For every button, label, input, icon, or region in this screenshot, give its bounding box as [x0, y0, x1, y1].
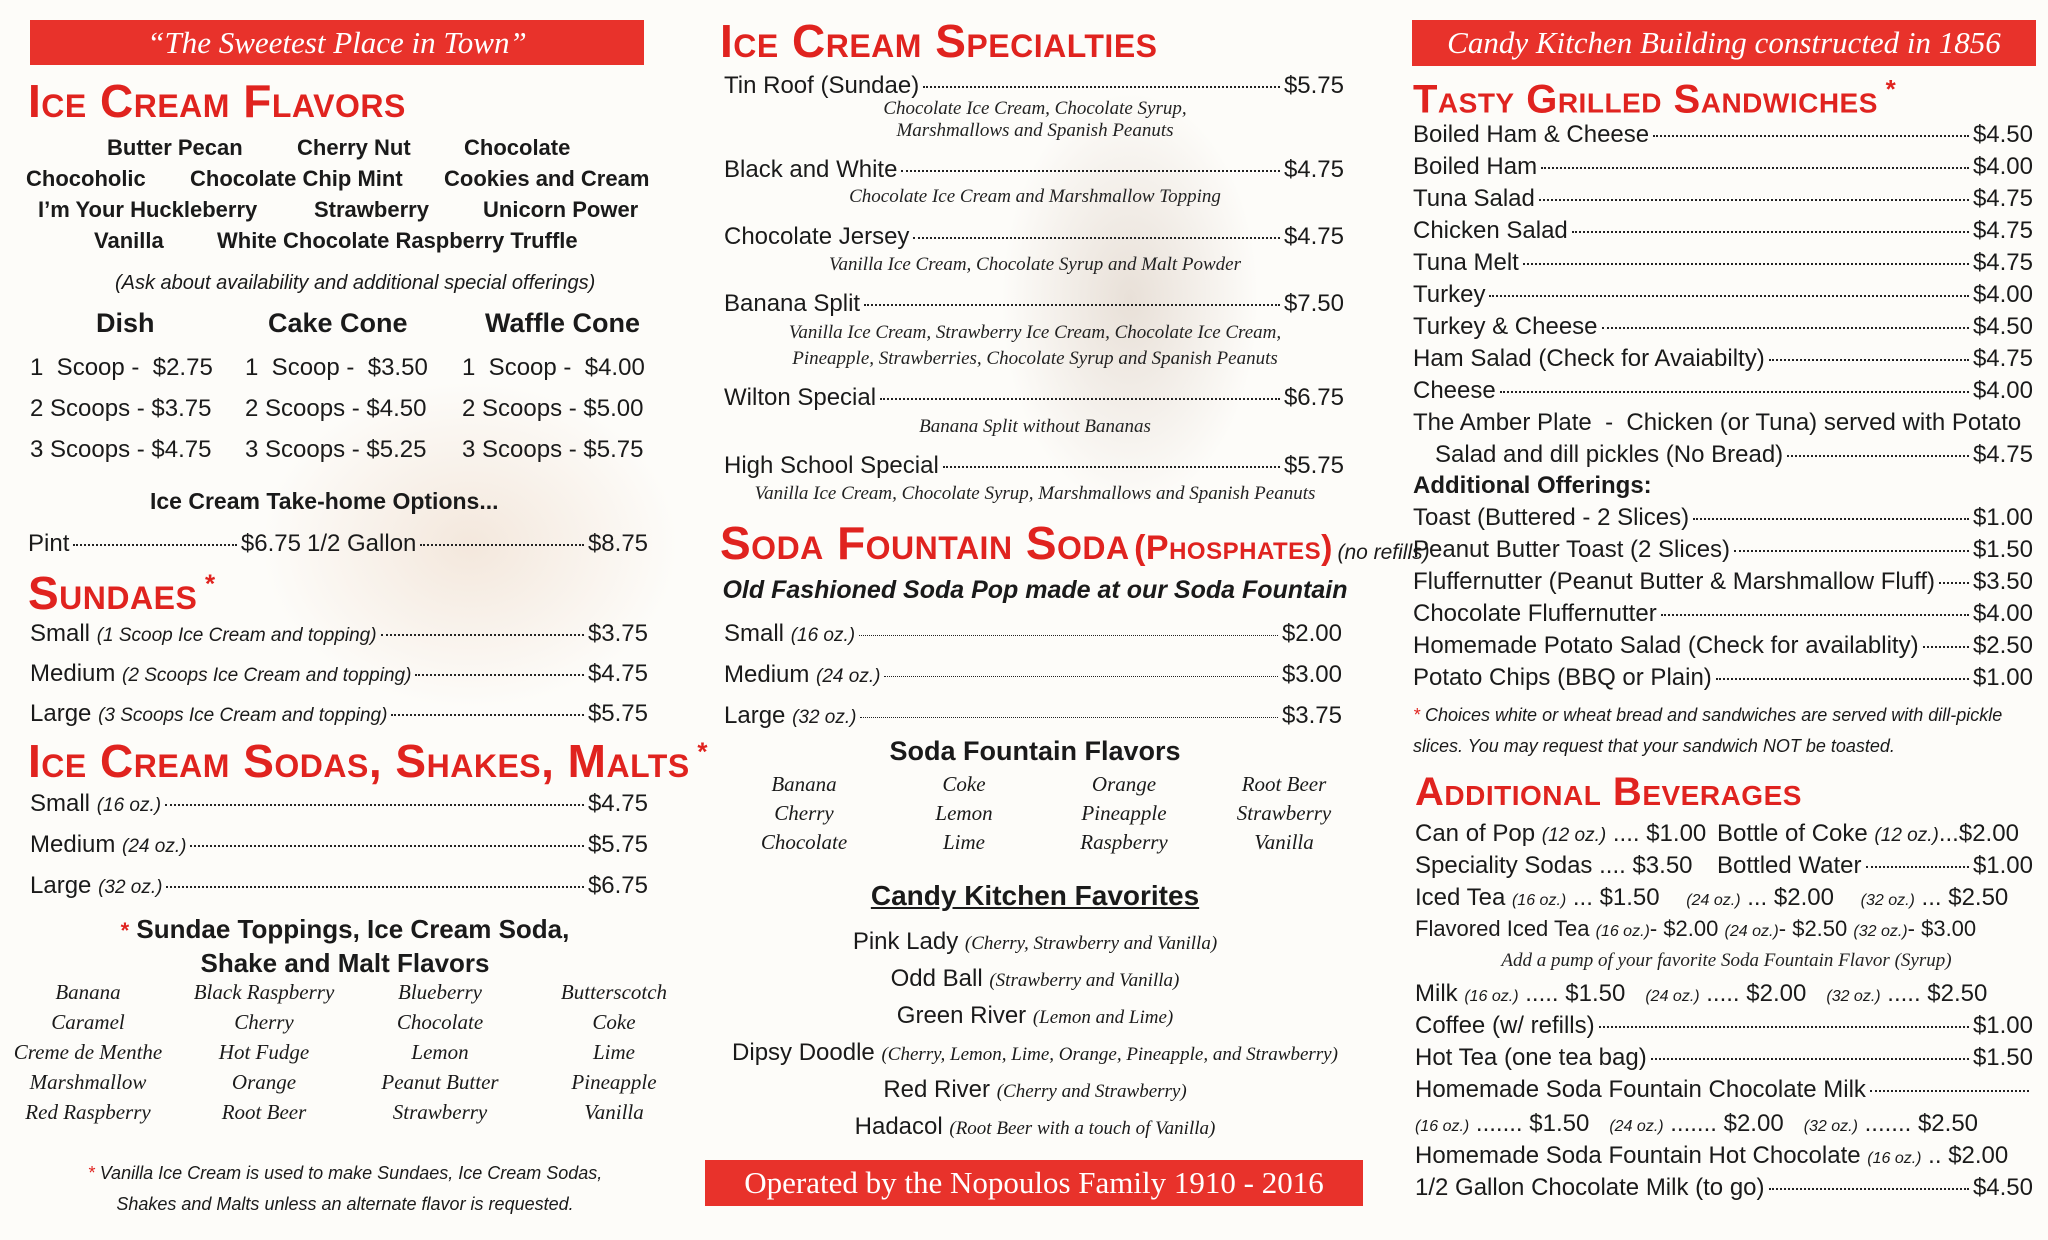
soda-subtitle: Old Fashioned Soda Pop made at our Soda Fountain	[722, 576, 1348, 604]
dot-leader	[420, 544, 584, 546]
sandwich-row: Tuna Salad $4.75	[1413, 185, 2033, 212]
sandwich-row: Turkey $4.00	[1413, 281, 2033, 308]
vanilla-footnote: * Vanilla Ice Cream is used to make Sundaes, Ice Cream Sodas, Shakes and Malts unless an alternate flavor is requested.	[87, 1163, 603, 1214]
flavor-item: Cherry Nut	[297, 135, 411, 160]
soda-name: Large	[724, 702, 786, 729]
toppings-title-line: Sundae Toppings, Ice Cream Soda,	[136, 914, 570, 944]
specialty-row	[724, 72, 1344, 100]
cone-price: 1 Scoop - $3.50	[245, 354, 428, 381]
flavor-item: Unicorn Power	[483, 197, 639, 222]
specialty-price: $7.50	[1283, 290, 1344, 317]
building-banner: Candy Kitchen Building constructed in 1856	[1412, 20, 2036, 66]
shake-name: Large	[30, 872, 92, 899]
pump-note: Add a pump of your favorite Soda Fountain Flavor (Syrup)	[1501, 950, 1952, 971]
takehome-row	[28, 530, 648, 558]
offering-row: Peanut Butter Toast (2 Slices) $1.50	[1413, 536, 2033, 563]
soda-fountain-title: Soda Fountain Soda	[720, 517, 1130, 569]
favorite-desc: (Root Beer with a touch of Vanilla)	[949, 1118, 1216, 1139]
topping-item: Cherry	[234, 1010, 294, 1034]
topping-item: Coke	[592, 1010, 636, 1034]
sandwich-footnote: * Choices white or wheat bread and sandwiches are served with dill-pickle slices. You may request that your sandwich NOT be toasted.	[1413, 705, 2003, 756]
favorite-desc: (Lemon and Lime)	[1032, 1007, 1174, 1028]
offering-row: Potato Chips (BBQ or Plain) $1.00	[1413, 664, 2033, 691]
fountain-flavor: Cherry	[774, 801, 834, 825]
specialty-description	[700, 483, 1370, 505]
dot-leader	[923, 86, 1280, 88]
coffee-row: Coffee (w/ refills) $1.00	[1415, 1012, 2033, 1039]
sandwich-row: Ham Salad (Check for Avaiabilty) $4.75	[1413, 345, 2033, 372]
toppings-title: * Sundae Toppings, Ice Cream Soda, Shake and Malt Flavors	[120, 914, 570, 978]
favorite-desc: (Cherry, Strawberry and Vanilla)	[964, 933, 1218, 954]
sandwich-row: Turkey & Cheese $4.50	[1413, 313, 2033, 340]
flavor-item: Chocoholic	[26, 166, 146, 191]
footnote-line: Shakes and Malts unless an alternate flavor is requested.	[116, 1194, 574, 1214]
favorite-item	[700, 1002, 1370, 1030]
cone-header: Dish	[96, 308, 155, 338]
takehome-title: Ice Cream Take-home Options...	[150, 488, 499, 514]
flavor-item: Strawberry	[314, 197, 429, 222]
fountain-flavor: Raspberry	[1080, 830, 1168, 854]
shake-price: $5.75	[587, 831, 648, 858]
offering-row: Homemade Potato Salad (Check for availablity) $2.50	[1413, 632, 2033, 659]
offering-row: Chocolate Fluffernutter $4.00	[1413, 600, 2033, 627]
sundae-name: Large	[30, 700, 92, 727]
dot-leader	[381, 634, 584, 636]
description-line: Marshmallows and Spanish Peanuts	[896, 120, 1174, 141]
flavor-item: I’m Your Huckleberry	[38, 197, 258, 222]
specialty-price: $5.75	[1283, 452, 1344, 479]
sundae-row	[30, 700, 648, 728]
soda-fountain-heading	[720, 516, 1430, 570]
description-line: Pineapple, Strawberries, Chocolate Syrup and Spanish Peanuts	[792, 348, 1278, 369]
sundae-note: (3 Scoops Ice Cream and topping)	[98, 705, 388, 726]
milk-row: Milk (16 oz.) ..... $1.50 (24 oz.) ..... $2.00 (32 oz.) ..... $2.50	[1415, 980, 1988, 1007]
dot-leader	[860, 717, 1277, 718]
favorite-item	[700, 1076, 1370, 1104]
favorite-name: Hadacol	[854, 1113, 943, 1140]
topping-item: Butterscotch	[560, 980, 668, 1004]
topping-item: Chocolate	[396, 1010, 484, 1034]
cone-price: 2 Scoops - $3.75	[30, 395, 212, 422]
favorite-item	[700, 928, 1370, 956]
specialty-row	[724, 156, 1344, 184]
sundae-row	[30, 620, 648, 648]
favorites-title: Candy Kitchen Favorites	[870, 880, 1200, 911]
dot-leader	[913, 237, 1280, 239]
dot-leader	[165, 804, 584, 806]
dot-leader	[884, 676, 1277, 677]
favorite-name: Dipsy Doodle	[732, 1039, 875, 1066]
tagline-banner: “The Sweetest Place in Town”	[30, 20, 644, 65]
middle-column	[700, 0, 1430, 1240]
dot-leader	[415, 674, 584, 676]
sundae-name: Small	[30, 620, 91, 647]
shake-price: $6.75	[587, 872, 648, 899]
specialty-row	[724, 290, 1344, 318]
soda-row	[724, 620, 1342, 648]
shake-row	[30, 872, 648, 900]
topping-item: Marshmallow	[29, 1070, 147, 1094]
topping-item: Blueberry	[398, 980, 482, 1004]
description-line: Chocolate Ice Cream and Marshmallow Topping	[849, 186, 1221, 207]
dot-leader	[190, 845, 583, 847]
favorite-item	[700, 1113, 1370, 1141]
availability-note: (Ask about availability and additional special offerings)	[115, 272, 596, 294]
fountain-flavor: Chocolate	[760, 830, 848, 854]
dot-leader	[901, 170, 1280, 172]
topping-item: Root Beer	[221, 1100, 307, 1124]
cone-price: 2 Scoops - $4.50	[245, 395, 427, 422]
topping-item: Strawberry	[392, 1100, 488, 1124]
specialties-title: Ice Cream Specialties	[720, 15, 1158, 67]
fountain-flavor: Coke	[942, 772, 986, 796]
sundae-price: $4.75	[587, 660, 648, 687]
dot-leader	[943, 466, 1280, 468]
soda-price: $3.00	[1281, 661, 1342, 688]
specialty-row	[724, 384, 1344, 412]
soda-price: $3.75	[1281, 702, 1342, 729]
fountain-flavor: Pineapple	[1081, 801, 1167, 825]
amber-plate-desc: Salad and dill pickles (No Bread)	[1435, 441, 1784, 468]
topping-item: Lime	[593, 1040, 635, 1064]
specialty-price: $4.75	[1283, 156, 1344, 183]
specialty-name: Chocolate Jersey	[724, 223, 910, 250]
offering-row: Toast (Buttered - 2 Slices) $1.00	[1413, 504, 2033, 531]
fountain-flavor: Lemon	[935, 801, 993, 825]
fountain-flavors-grid	[724, 772, 1344, 855]
shake-row	[30, 790, 648, 818]
cone-price: 3 Scoops - $5.25	[245, 436, 427, 463]
beverage-row: Speciality Sodas .... $3.50	[1415, 852, 1693, 879]
sundae-price: $3.75	[587, 620, 648, 647]
fountain-flavor: Orange	[1091, 772, 1157, 796]
cone-header: Cake Cone	[268, 308, 408, 338]
pint-label: Pint	[28, 530, 70, 557]
gallon-label: 1/2 Gallon	[306, 530, 417, 557]
specialty-description	[700, 98, 1370, 142]
dot-leader	[166, 886, 583, 888]
toppings-title-line: Shake and Malt Flavors	[200, 948, 490, 978]
topping-item: Lemon	[411, 1040, 469, 1064]
pint-price: $6.75	[240, 530, 301, 557]
topping-item: Orange	[231, 1070, 297, 1094]
sodas-shakes-title-text: Ice Cream Sodas, Shakes, Malts	[28, 735, 690, 787]
shake-note: (24 oz.)	[122, 836, 187, 857]
topping-item: Black Raspberry	[193, 980, 335, 1004]
dot-leader	[391, 714, 583, 716]
flavor-item: Butter Pecan	[107, 135, 243, 160]
sundae-name: Medium	[30, 660, 116, 687]
family-banner: Operated by the Nopoulos Family 1910 - 2016	[705, 1160, 1363, 1206]
sodas-shakes-title: Ice Cream Sodas, Shakes, Malts *	[28, 735, 709, 787]
gallon-milk-row: 1/2 Gallon Chocolate Milk (to go) $4.50	[1415, 1174, 2033, 1201]
specialty-description	[700, 186, 1370, 208]
soda-row	[724, 661, 1342, 689]
sandwiches-title: Tasty Grilled Sandwiches *	[1413, 74, 1897, 122]
description-line: Vanilla Ice Cream, Chocolate Syrup and Malt Powder	[829, 254, 1241, 275]
sundae-price: $5.75	[587, 700, 648, 727]
specialty-name: Black and White	[724, 156, 898, 183]
favorite-name: Red River	[883, 1076, 991, 1103]
flavor-item: Vanilla	[94, 228, 164, 253]
cone-price: 2 Scoops - $5.00	[462, 395, 644, 422]
favorite-item	[700, 1039, 1370, 1067]
sundae-row	[30, 660, 648, 688]
specialty-row	[724, 452, 1344, 480]
shake-row	[30, 831, 648, 859]
shake-name: Small	[30, 790, 91, 817]
description-line: Vanilla Ice Cream, Chocolate Syrup, Marshmallows and Spanish Peanuts	[754, 483, 1316, 504]
sundae-note: (1 Scoop Ice Cream and topping)	[96, 625, 377, 646]
sundaes-title-text: Sundaes	[28, 567, 198, 619]
favorite-desc: (Strawberry and Vanilla)	[989, 970, 1180, 991]
dot-leader	[1787, 455, 1969, 457]
specialty-description	[700, 416, 1370, 438]
soda-size: (32 oz.)	[792, 707, 857, 728]
cone-price: 1 Scoop - $2.75	[30, 354, 213, 381]
beverages-title: Additional Beverages	[1415, 770, 1802, 814]
chocolate-milk-sizes: (16 oz.) ....... $1.50 (24 oz.) ....... $2.00 (32 oz.) ....... $2.50	[1415, 1110, 1979, 1137]
fountain-flavor: Lime	[943, 830, 985, 854]
favorite-name: Pink Lady	[852, 928, 959, 955]
topping-item: Caramel	[51, 1010, 125, 1034]
flavor-item: Cookies and Cream	[444, 166, 650, 191]
specialty-name: Tin Roof (Sundae)	[724, 72, 920, 99]
topping-item: Hot Fudge	[218, 1040, 310, 1064]
cone-price: 3 Scoops - $5.75	[462, 436, 644, 463]
description-line: Vanilla Ice Cream, Strawberry Ice Cream, Chocolate Ice Cream,	[788, 322, 1282, 343]
dot-leader	[880, 398, 1280, 400]
topping-item: Banana	[55, 980, 121, 1004]
topping-item: Vanilla	[584, 1100, 644, 1124]
soda-row	[724, 702, 1342, 730]
description-line: Chocolate Ice Cream, Chocolate Syrup,	[883, 98, 1187, 119]
cone-header: Waffle Cone	[485, 308, 640, 338]
cone-price: 3 Scoops - $4.75	[30, 436, 212, 463]
soda-name: Medium	[724, 661, 810, 688]
footnote-line: Vanilla Ice Cream is used to make Sundaes, Ice Cream Sodas,	[99, 1163, 603, 1183]
shake-note: (16 oz.)	[96, 795, 162, 816]
specialty-price: $6.75	[1283, 384, 1344, 411]
specialty-description	[700, 254, 1370, 276]
left-column	[0, 0, 709, 1240]
beverage-row: Bottle of Coke (12 oz.) ... $2.00	[1717, 820, 2019, 847]
sandwich-row: Cheese $4.00	[1413, 377, 2033, 404]
amber-plate-price: $4.75	[1972, 441, 2033, 468]
specialty-name: Wilton Special	[724, 384, 877, 411]
topping-item: Pineapple	[571, 1070, 657, 1094]
footnote-line: slices. You may request that your sandwich NOT be toasted.	[1413, 736, 1895, 756]
offering-row: Fluffernutter (Peanut Butter & Marshmallow Fluff) $3.50	[1413, 568, 2033, 595]
soda-size: (24 oz.)	[816, 666, 881, 687]
specialty-price: $4.75	[1283, 223, 1344, 250]
dot-leader	[864, 304, 1280, 306]
favorite-item	[700, 965, 1370, 993]
topping-item: Peanut Butter	[381, 1070, 499, 1094]
favorite-desc: (Cherry, Lemon, Lime, Orange, Pineapple, and Strawberry)	[881, 1044, 1338, 1065]
fountain-flavors-title: Soda Fountain Flavors	[889, 736, 1181, 766]
topping-item: Red Raspberry	[25, 1100, 151, 1124]
additional-offerings-title: Additional Offerings:	[1413, 472, 1652, 499]
shake-note: (32 oz.)	[98, 877, 163, 898]
favorite-name: Green River	[896, 1002, 1027, 1029]
soda-name: Small	[724, 620, 785, 647]
gallon-price: $8.75	[587, 530, 649, 557]
hot-chocolate-row: Homemade Soda Fountain Hot Chocolate (16 oz.) .. $2.00	[1415, 1142, 2009, 1169]
sandwich-row: Tuna Melt $4.75	[1413, 249, 2033, 276]
footnote-line: Choices white or wheat bread and sandwiches are served with dill-pickle	[1425, 705, 2003, 725]
hot-tea-row: Hot Tea (one tea bag) $1.50	[1415, 1044, 2033, 1071]
fountain-flavor: Vanilla	[1254, 830, 1314, 854]
topping-item: Creme de Menthe	[13, 1040, 163, 1064]
specialty-name: Banana Split	[724, 290, 861, 317]
dot-leader	[859, 635, 1278, 636]
favorite-desc: (Cherry and Strawberry)	[996, 1081, 1187, 1102]
sundaes-title: Sundaes *	[28, 567, 216, 619]
specialty-price: $5.75	[1283, 72, 1344, 99]
sandwiches-title-text: Tasty Grilled Sandwiches	[1413, 77, 1878, 122]
beverage-row: Bottled Water $1.00	[1717, 852, 2033, 879]
flavors-title: Ice Cream Flavors	[28, 75, 406, 127]
flavored-iced-tea-row: Flavored Iced Tea (16 oz.)- $2.00 (24 oz.)- $2.50 (32 oz.)- $3.00	[1415, 916, 1977, 941]
iced-tea-row: Iced Tea (16 oz.) ... $1.50 (24 oz.) ... $2.00 (32 oz.) ... $2.50	[1415, 884, 2009, 911]
flavor-item: White Chocolate Raspberry Truffle	[217, 228, 578, 253]
no-refills-note: (no refills)	[1337, 541, 1430, 564]
phosphates-label: (Phosphates)	[1134, 529, 1333, 567]
toppings-grid	[0, 980, 700, 1125]
beverage-row: Can of Pop (12 oz.) .... $1.00	[1415, 820, 1707, 847]
soda-price: $2.00	[1281, 620, 1342, 647]
sundae-note: (2 Scoops Ice Cream and topping)	[122, 665, 412, 686]
specialty-name: High School Special	[724, 452, 939, 479]
chocolate-milk-row: Homemade Soda Fountain Chocolate Milk	[1415, 1076, 2033, 1104]
fountain-flavor: Banana	[771, 772, 837, 796]
specialty-description	[700, 320, 1370, 372]
flavor-item: Chocolate	[464, 135, 571, 160]
fountain-flavor: Strawberry	[1236, 801, 1332, 825]
amber-plate-line: The Amber Plate - Chicken (or Tuna) served with Potato	[1413, 409, 2022, 436]
cone-price: 1 Scoop - $4.00	[462, 354, 645, 381]
soda-size: (16 oz.)	[790, 625, 856, 646]
shake-price: $4.75	[587, 790, 648, 817]
right-column	[1405, 0, 2048, 1240]
sandwich-row: Boiled Ham $4.00	[1413, 153, 2033, 180]
amber-plate-row	[1435, 441, 2033, 469]
dot-leader	[73, 544, 237, 546]
description-line: Banana Split without Bananas	[919, 416, 1151, 437]
flavor-item: Chocolate Chip Mint	[190, 166, 403, 191]
fountain-flavor: Root Beer	[1241, 772, 1327, 796]
shake-name: Medium	[30, 831, 116, 858]
sandwich-row: Chicken Salad $4.75	[1413, 217, 2033, 244]
favorite-name: Odd Ball	[890, 965, 983, 992]
sandwich-row: Boiled Ham & Cheese $4.50	[1413, 121, 2033, 148]
specialty-row	[724, 223, 1344, 251]
